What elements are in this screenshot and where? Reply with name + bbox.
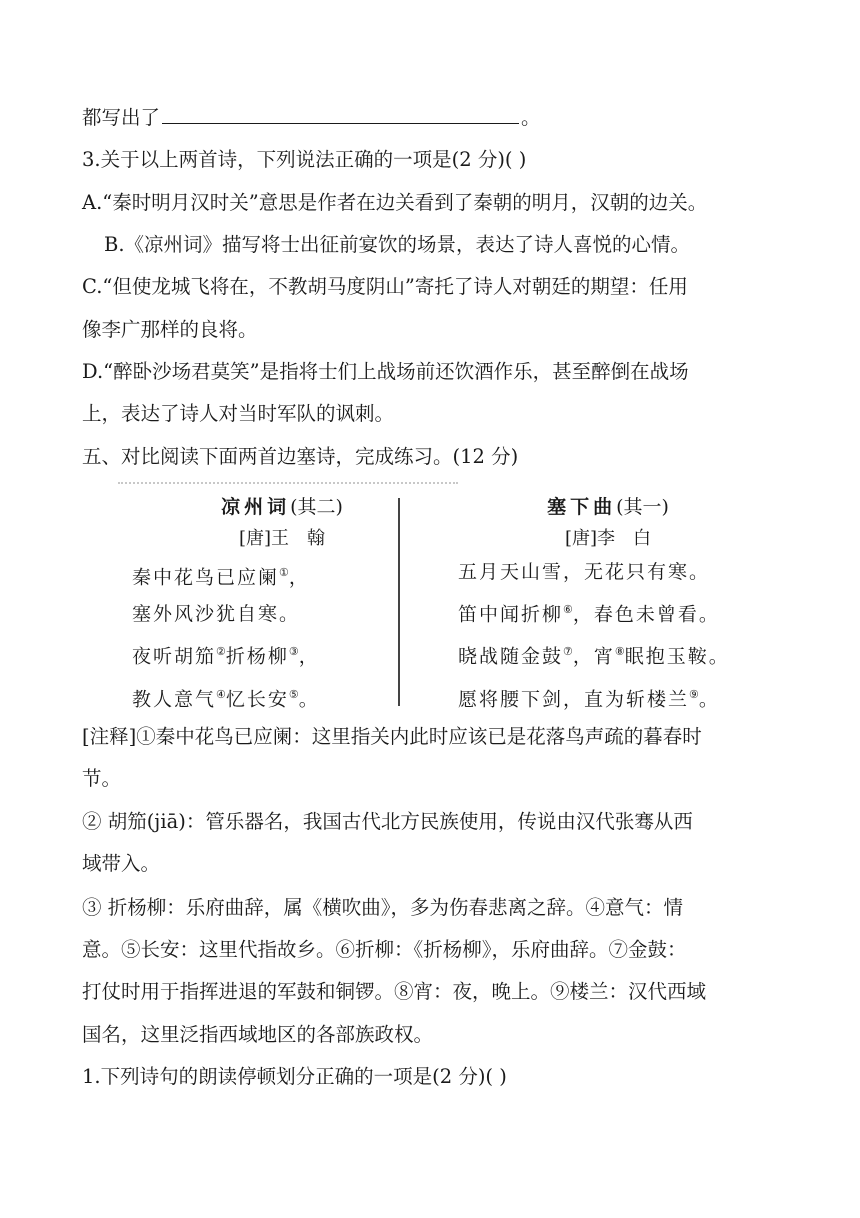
poem-line-text: 晓战随金鼓 [458,645,564,668]
poem-title-text: 塞下曲 [547,496,617,518]
poem-line-mid: 忆长安 [225,687,289,710]
poem-line-end: 。 [698,687,720,710]
poem-line-end: ，春色未曾看。 [572,603,720,626]
poem-liangzhouci [132,492,432,718]
note-marker: ① [279,566,289,579]
question-1-stem: 1.下列诗句的朗读停顿划分正确的一项是(2 分)( ) [82,1065,507,1088]
note-marker: ② [216,645,226,659]
poem-line [458,591,758,633]
poem-line-text: 塞外风沙犹自寒 [132,603,280,626]
note-2-line1: ② 胡笳(jiā)：管乐器名，我国古代北方民族使用，传说由汉代张骞从西 [82,810,693,833]
poem-subtitle: (其二) [290,496,343,518]
poem-author: [唐]王 翰 [238,528,326,549]
poem-line-end: ， [288,566,310,589]
option-c-line2: 像李广那样的良将。 [82,318,258,341]
poem-line-mid: 折杨柳 [225,645,289,668]
note-1-line1: [注释]①秦中花鸟已应阑：这里指关内此时应该已是花落鸟声疏的暮春时 [82,725,702,748]
poem-title [458,492,758,522]
poem-saxiaqu [458,492,758,718]
poem-line-text: 夜听胡笳 [132,645,217,668]
answer-line [82,104,541,132]
note-1-line2: 节。 [82,767,122,790]
option-b: B.《凉州词》描写将士出征前宴饮的场景，表达了诗人喜悦的心情。 [104,233,691,256]
note-3-line4: 国名，这里泛指西域地区的各部族政权。 [82,1023,434,1046]
poem-line [132,676,432,718]
option-d-line1: D.“醉卧沙场君莫笑”是指将士们上战场前还饮酒作乐，甚至醉倒在战场 [82,360,689,383]
note-marker: ④ [216,687,226,701]
answer-blank[interactable] [162,105,519,124]
note-marker: ③ [288,645,299,659]
option-a: A.“秦时明月汉时关”意思是作者在边关看到了秦朝的明月，汉朝的边关。 [82,191,708,214]
poem-line-end: 眠抱玉鞍。 [624,645,730,668]
poem-line-text: 教人意气 [132,687,217,710]
poem-author: [唐]李 白 [564,528,652,549]
answer-suffix: 。 [521,106,541,129]
poem-line-end: 。 [279,603,301,626]
poem-line-mid: ，宵 [572,645,615,668]
poems-comparison [118,492,758,714]
answer-prefix: 都写出了 [82,106,161,129]
note-marker: ⑥ [563,603,573,616]
poem-line-text: 愿将腰下剑，直为斩楼兰 [458,687,690,710]
poem-line [458,676,758,718]
option-d-line2: 上，表达了诗人对当时军队的讽刺。 [82,402,395,425]
note-marker: ⑦ [563,645,573,659]
note-marker: ⑤ [288,687,299,701]
note-marker: ⑧ [614,645,625,659]
note-2-line2: 域带入。 [82,852,161,875]
poem-subtitle: (其一) [616,496,669,518]
scan-artifact [118,482,458,490]
note-marker: ⑨ [689,687,699,701]
note-3-line3: 打仗时用于指挥进退的军鼓和铜锣。⑧宵：夜，晚上。⑨楼兰：汉代西域 [82,980,707,1003]
poem-line [132,554,432,596]
poem-line [458,633,758,675]
note-3-line1: ③ 折杨柳：乐府曲辞，属《横吹曲》，多为伤春悲离之辞。④意气：情 [82,896,683,919]
poem-line: 五月天山雪，无花只有寒。 [458,561,711,583]
poem-title-text: 凉州词 [221,496,291,518]
poem-line-end: ， [298,645,320,668]
note-3-line2: 意。⑤长安：这里代指故乡。⑥折柳：《折杨柳》，乐府曲辞。⑦金鼓： [82,938,687,961]
poem-divider [398,498,400,706]
poem-line-text: 笛中闻折柳 [458,603,564,626]
poem-line-text: 秦中花鸟已应阑 [132,566,280,589]
poem-line-end: 。 [298,687,320,710]
section-5-heading: 五、对比阅读下面两首边塞诗，完成练习。(12 分) [82,445,519,468]
option-c-line1: C.“但使龙城飞将在，不教胡马度阴山”寄托了诗人对朝廷的期望：任用 [82,275,688,298]
poem-line [132,596,432,633]
poem-line [132,633,432,675]
poem-title [132,492,432,522]
question-3-stem: 3.关于以上两首诗，下列说法正确的一项是(2 分)( ) [82,148,527,171]
